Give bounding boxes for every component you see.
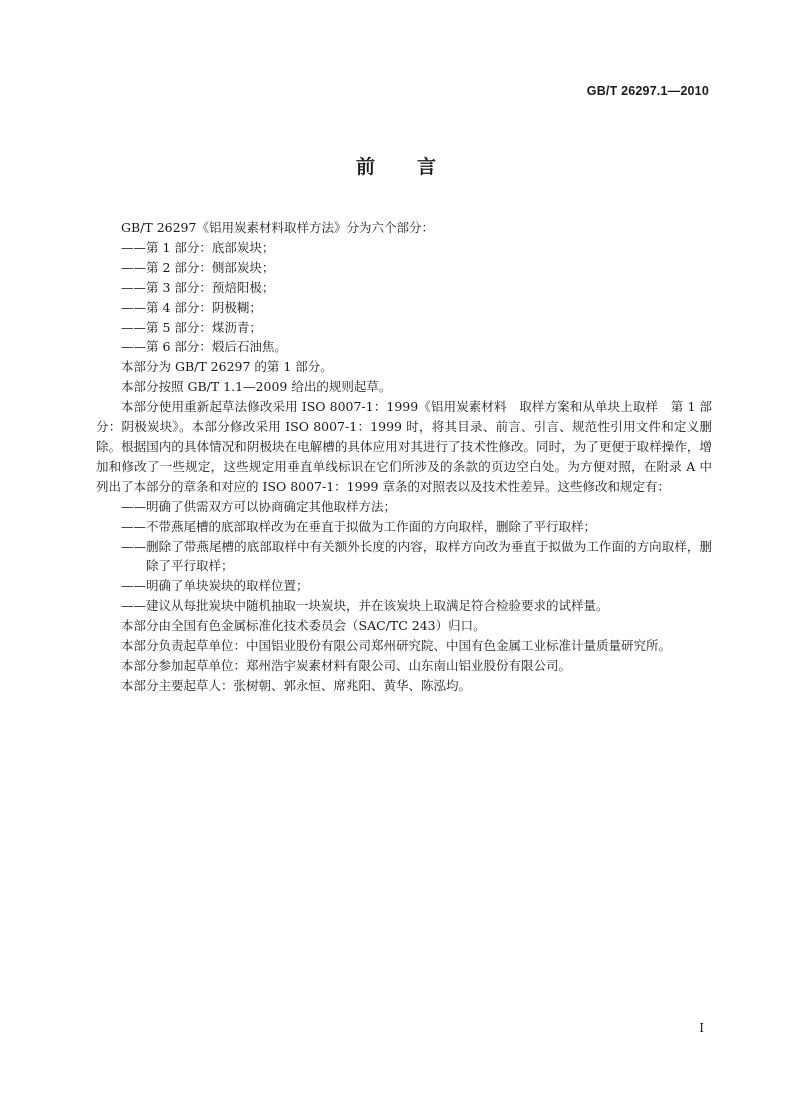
change-list-item-2: ——不带燕尾槽的底部取样改为在垂直于拟做为工作面的方向取样，删除了平行取样； [121,518,597,534]
redraft-method-paragraph: 本部分使用重新起草法修改采用 ISO 8007-1：1999《铝用炭素材料 取样方案和从单块上取样 第 1 部分：阴极炭块》。本部分修改采用 ISO 8007-1：1999 时，将其目录、前言、引言、规范性引用文件和定义删除。根据国内的具体情况和阴极块在电解槽的具体应用对其进行了技术性修改。同时，为了更便于取样操作，增加和修改了一些规定，这些规定用垂直单线标识在它们所涉及的条款的页边空白处。为方便对照，在附录 A 中列出了本部分的章条和对应的 ISO 8007-1：1999 章条的对照表以及技术性差异。这些修改和规定有： [96,399,712,494]
change-list-item-4: ——明确了单块炭块的取样位置； [121,578,309,594]
page-title: 前言 [355,156,478,178]
part-list-item-4: ——第 4 部分：阴极糊； [121,299,262,315]
change-list-item-5: ——建议从每批炭块中随机抽取一块炭块，并在该炭块上取满足符合检验要求的试样量。 [121,598,609,614]
part-list-item-6: ——第 6 部分：煅后石油焦。 [121,339,287,355]
change-list-item-1: ——明确了供需双方可以协商确定其他取样方法； [121,498,397,514]
main-drafters-paragraph: 本部分主要起草人：张树朝、郭永恒、席兆阳、黄华、陈泓均。 [121,677,472,693]
participating-organizations-paragraph: 本部分参加起草单位：郑州浩宇炭素材料有限公司、山东南山铝业股份有限公司。 [121,657,572,673]
part-list-item-5: ——第 5 部分：煤沥青； [121,319,262,335]
part-statement-paragraph: 本部分为 GB/T 26297 的第 1 部分。 [121,359,333,375]
page-number: Ⅰ [699,1021,704,1035]
part-list-item-3: ——第 3 部分：预焙阳极； [121,279,275,295]
part-list-item-2: ——第 2 部分：侧部炭块； [121,259,275,275]
drafting-rules-paragraph: 本部分按照 GB/T 1.1—2009 给出的规则起草。 [121,379,392,395]
intro-paragraph: GB/T 26297《铝用炭素材料取样方法》分为六个部分： [121,220,434,235]
change-list-item-3: ——删除了带燕尾槽的底部取样中有关额外长度的内容，取样方向改为垂直于拟做为工作面的方向取样，删除了平行取样； [121,538,712,574]
drafting-organization-paragraph: 本部分负责起草单位：中国铝业股份有限公司郑州研究院、中国有色金属工业标准计量质量研究所。 [121,638,672,654]
document-body [96,218,712,696]
committee-paragraph: 本部分由全国有色金属标准化技术委员会（SAC/TC 243）归口。 [121,618,486,634]
standard-code-header: GB/T 26297.1—2010 [586,84,709,98]
part-list-item-1: ——第 1 部分：底部炭块； [121,239,275,255]
